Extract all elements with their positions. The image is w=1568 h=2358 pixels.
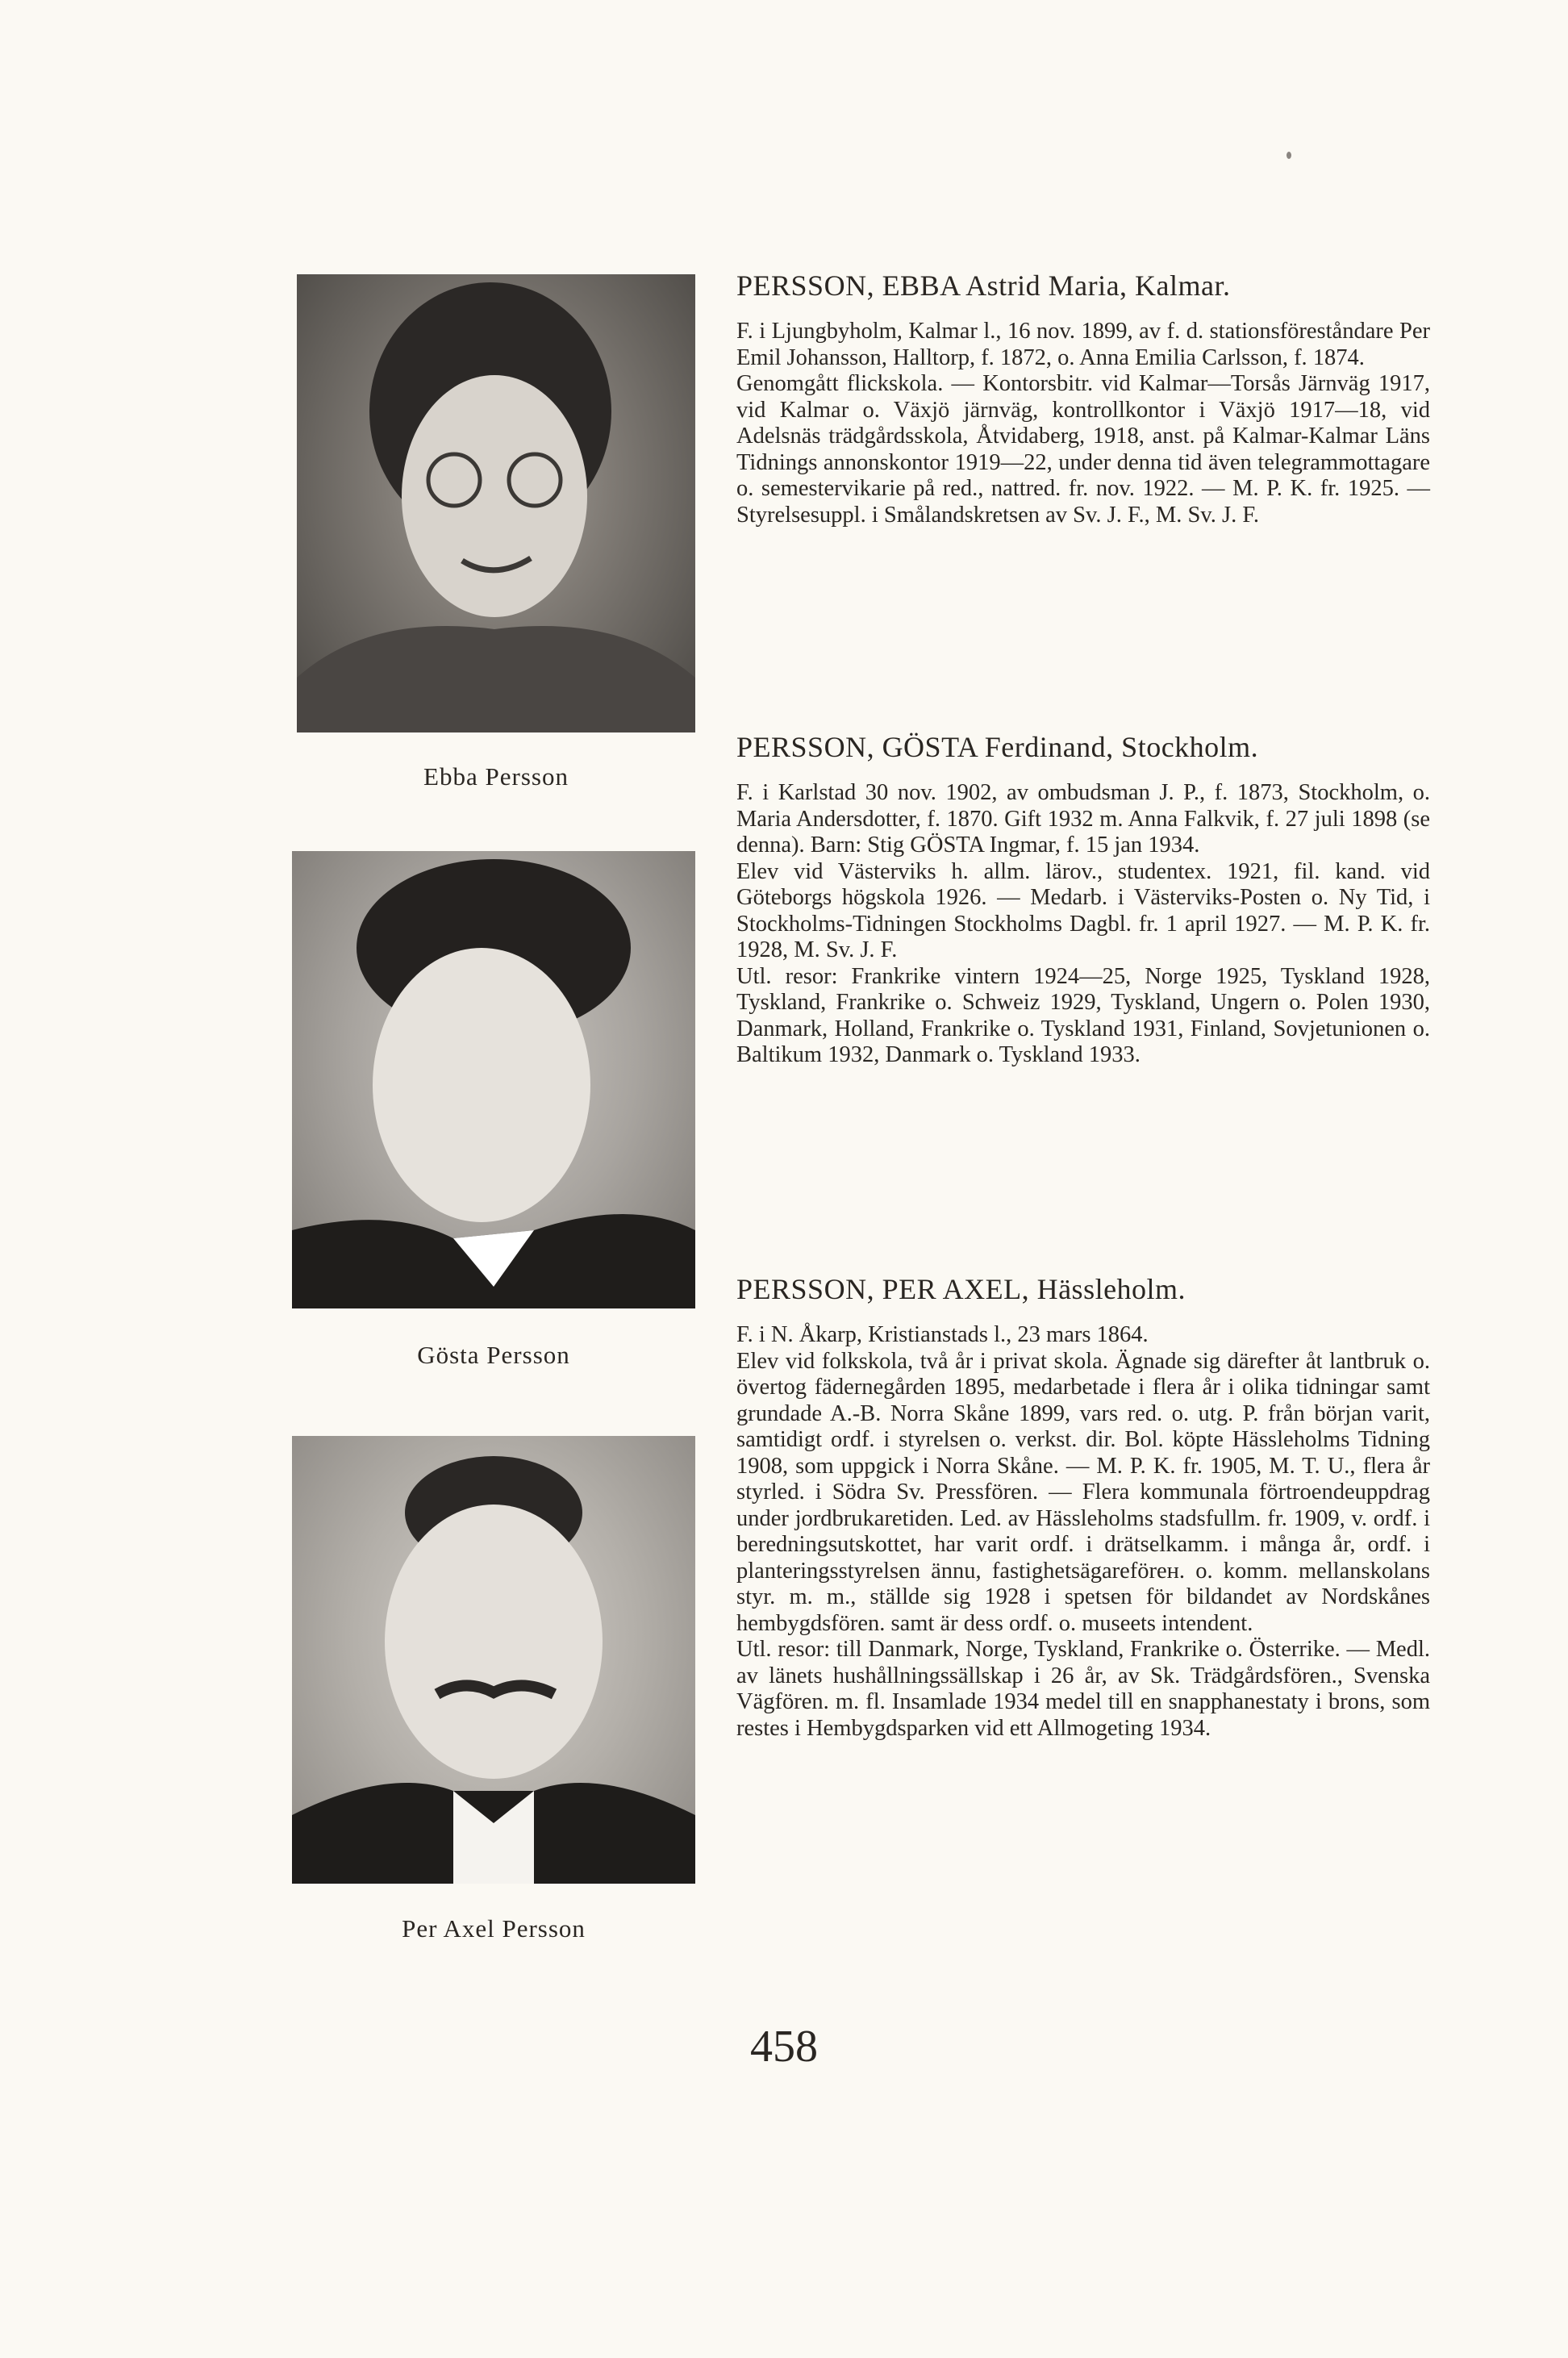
entry-title: PERSSON, EBBA Astrid Maria, Kalmar. — [736, 269, 1231, 302]
entry-paragraph: Elev vid folkskola, två år i privat skola. Ägnade sig därefter åt lantbruk o. övertog fädernegården 1895, medarbetade i flera år i olika tidningar samt grundade A.-B. Norra Skåne 1899, vars red. o. utg. P. från början varit, samtidigt ordf. i styrelsen o. verkst. dir. Bol. köpte Hässleholms Tidning 1908, som uppgick i Norra Skåne. — M. P. K. fr. 1905, M. T. U., flera år styrled. i Södra Sv. Pressfören. — Flera kommunala förtroendeuppdrag under jordbrukaretiden. Led. av Hässleholms stadsfullm. fr. 1909, v. ordf. i beredningsutskottet, har varit ordf. i drätselkamm. i många år, ordf. i planteringsstyrelsen ännu, fastighetsägareförен. o. komm. mellanskolans styr. m. m., ställde sig 1928 i spetsen för bildandet av Nordskånes hembygdsfören. samt är dess ordf. o. museets intendent. — [736, 1348, 1430, 1636]
caption-ebba-persson: Ebba Persson — [423, 762, 569, 791]
page-number: 458 — [750, 2022, 818, 2072]
entry-body — [736, 1322, 1430, 1742]
portrait-per-axel-persson — [292, 1436, 695, 1884]
entry-body — [736, 780, 1430, 1069]
scan-speck — [1287, 152, 1291, 159]
entry-paragraph: Elev vid Västerviks h. allm. lärov., studentex. 1921, fil. kand. vid Göteborgs högskola 1926. — Medarb. i Västerviks-Posten o. Ny Tid, i Stockholms-Tidningen Stockholms Dagbl. fr. 1 april 1927. — M. P. K. fr. 1928, M. Sv. J. F. — [736, 858, 1430, 962]
entry-paragraph: Genomgått flickskola. — Kontorsbitr. vid Kalmar—Torsås Järnväg 1917, vid Kalmar o. Växjö järnväg, kontrollkontor i Växjö 1917—18, vid Adelsnäs trädgårdsskola, Åtvidaberg, 1918, anst. på Kalmar-Kalmar Läns Tidnings annonskontor 1919—22, under denna tid även telegrammottagare o. semestervikarie på red., nattred. fr. nov. 1922. — M. P. K. fr. 1925. — Styrelsesuppl. i Smålandskretsen av Sv. J. F., M. Sv. J. F. — [736, 371, 1430, 528]
entry-title: PERSSON, PER AXEL, Hässleholm. — [736, 1273, 1186, 1305]
entry-body — [736, 319, 1430, 528]
entry-gosta-persson — [736, 730, 1430, 1069]
entry-per-axel-persson — [736, 1272, 1430, 1742]
entry-title: PERSSON, GÖSTA Ferdinand, Stockholm. — [736, 731, 1259, 763]
entry-paragraph: F. i Ljungbyholm, Kalmar l., 16 nov. 1899, av f. d. stationsföreståndare Per Emil Johansson, Halltorp, f. 1872, o. Anna Emilia Carlsson, f. 1874. — [736, 319, 1430, 370]
entry-paragraph: Utl. resor: Frankrike vintern 1924—25, Norge 1925, Tyskland 1928, Tyskland, Frankrike o. Schweiz 1929, Tyskland, Ungern o. Polen 1930, Danmark, Holland, Frankrike o. Tyskland 1931, Finland, Sovjetunionen o. Baltikum 1932, Danmark o. Tyskland 1933. — [736, 963, 1430, 1067]
entry-paragraph: F. i Karlstad 30 nov. 1902, av ombudsman J. P., f. 1873, Stockholm, o. Maria Andersdotter, f. 1870. Gift 1932 m. Anna Falkvik, f. 27 juli 1898 (se denna). Barn: Stig GÖSTA Ingmar, f. 15 jan 1934. — [736, 780, 1430, 858]
portrait-ebba-persson — [297, 274, 695, 732]
entry-ebba-persson — [736, 269, 1430, 528]
caption-per-axel-persson: Per Axel Persson — [402, 1914, 586, 1943]
portrait-gosta-persson — [292, 851, 695, 1308]
entry-paragraph: Utl. resor: till Danmark, Norge, Tyskland, Frankrike o. Österrike. — Medl. av länets hushållningssällskap i 26 år, av Sk. Trädgårdsfören., Svenska Vägfören. m. fl. Insamlade 1934 medel till en snapphanestaty i brons, som restes i Hembygdsparken vid ett Allmogeting 1934. — [736, 1637, 1430, 1741]
caption-gosta-persson: Gösta Persson — [417, 1341, 570, 1369]
entry-paragraph: F. i N. Åkarp, Kristianstads l., 23 mars 1864. — [736, 1322, 1149, 1347]
